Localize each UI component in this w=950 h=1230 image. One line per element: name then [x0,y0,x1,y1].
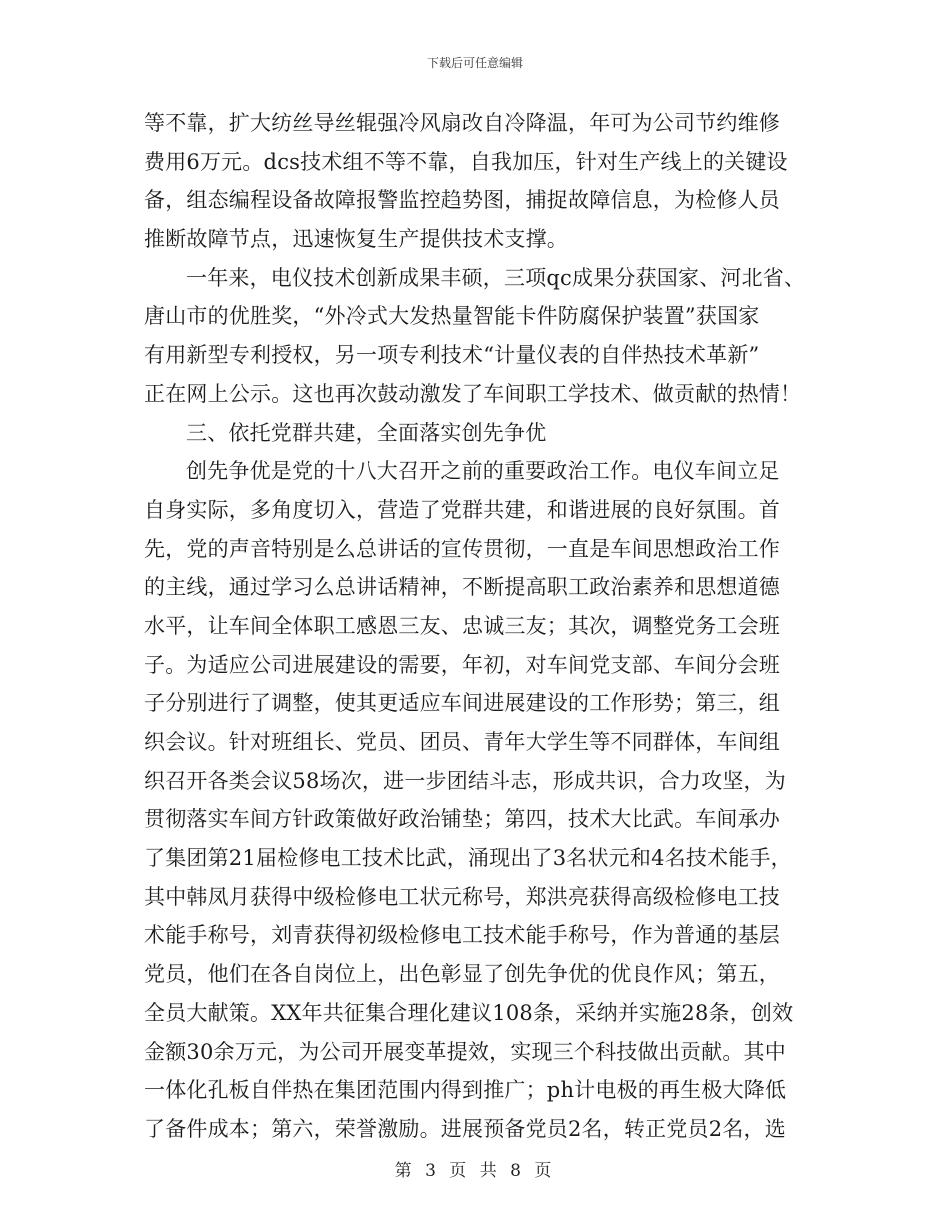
body-line: 备，组态编程设备故障报警监控趋势图，捕捉故障信息，为检修人员 [144,188,780,213]
body-line: 织召开各类会议58场次，进一步团结斗志，形成共识，合力攻坚，为 [144,768,786,793]
body-line: 创先争优是党的十八大召开之前的重要政治工作。电仪车间立足 [186,459,780,484]
body-line: 织会议。针对班组长、党员、团员、青年大学生等不同群体，车间组 [144,730,780,754]
body-line: 先，党的声音特别是么总讲话的宣传贯彻，一直是车间思想政治工作 [144,536,780,561]
body-line: 金额30余万元，为公司开展变革提效，实现三个科技做出贡献。其中 [144,1039,786,1064]
page-header-note: 下载后可任意编辑 [426,56,523,70]
body-line: 推断故障节点，迅速恢复生产提供技术支撑。 [144,227,568,252]
body-line: 术能手称号，刘青获得初级检修电工技术能手称号，作为普通的基层 [144,923,780,948]
section-heading: 三、依托党群共建，全面落实创先争优 [186,420,547,445]
body-line: 全员大献策。XX年共征集合理化建议108条，采纳并实施28条，创效 [144,1000,794,1025]
body-line: 一年来，电仪技术创新成果丰硕，三项qc成果分获国家、河北省、 [186,265,806,290]
body-line: 其中韩凤月获得中级检修电工状元称号，郑洪亮获得高级检修电工技 [144,884,780,909]
body-line: 了集团第21届检修电工技术比武，涌现出了3名状元和4名技术能手， [144,846,792,871]
body-line: 子。为适应公司进展建设的需要，年初，对车间党支部、车间分会班 [144,652,780,677]
body-line: 水平，让车间全体职工感恩三友、忠诚三友；其次，调整党务工会班 [144,613,780,638]
body-line: 唐山市的优胜奖，“外冷式大发热量智能卡件防腐保护装置”获国家 [144,304,760,329]
body-line: 贯彻落实车间方针政策做好政治铺垫；第四，技术大比武。车间承办 [144,807,780,832]
body-line: 有用新型专利授权，另一项专利技术“计量仪表的自伴热技术革新” [144,343,760,368]
body-line: 一体化孔板自伴热在集团范围内得到推广；ph计电极的再生极大降低 [144,1078,787,1103]
body-line: 的主线，通过学习么总讲话精神，不断提高职工政治素养和思想道德 [144,575,780,600]
body-line: 子分别进行了调整，使其更适应车间进展建设的工作形势；第三，组 [144,691,780,716]
body-line: 了备件成本；第六，荣誉激励。进展预备党员2名，转正党员2名，选 [144,1116,786,1141]
body-line: 等不靠，扩大纺丝导丝辊强冷风扇改自冷降温，年可为公司节约维修 [144,111,780,135]
body-line: 正在网上公示。这也再次鼓动激发了车间职工学技术、做贡献的热情！ [144,381,802,406]
body-line: 自身实际，多角度切入，营造了党群共建，和谐进展的良好氛围。首 [144,497,780,522]
page-number-footer: 第 3 页 共 8 页 [394,1161,556,1181]
body-line: 费用6万元。dcs技术组不等不靠，自我加压，针对生产线上的关键设 [144,149,788,174]
body-line: 党员，他们在各自岗位上，出色彰显了创先争优的优良作风；第五， [144,962,780,987]
document-body [144,104,816,1149]
